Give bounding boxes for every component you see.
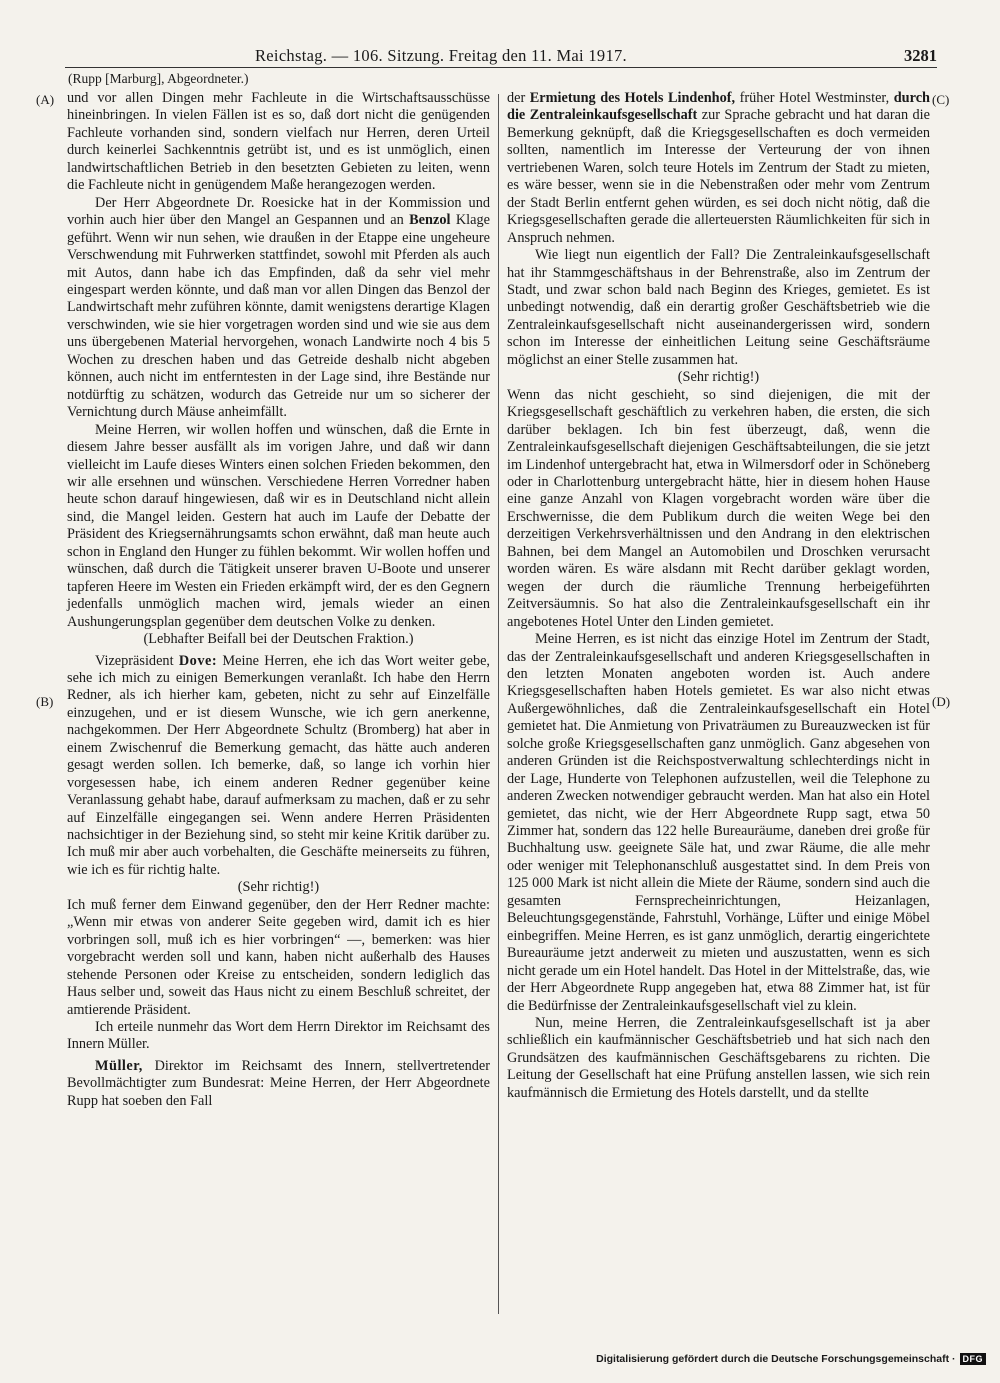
paragraph: [507, 90, 930, 247]
paragraph: Wie liegt nun eigentlich der Fall? Die Zentraleinkaufsgesellschaft hat ihr Stammgeschäftshaus in der Behrenstraße, also im Zentrum der Stadt, und zwar schon bald nach Beginn des Krieges, gemietet. Es ist unbedingt notwendig, daß ein derartig großer Geschäftsbetrieb wie die Zentraleinkaufsgesellschaft nicht auseinandergerissen wird, sondern schon im Interesse der einheitlichen Leitung seine Geschäftsräume möglichst an einer Stelle zusammen hat.: [507, 247, 930, 368]
paragraph: [67, 1058, 490, 1110]
interjection: (Sehr richtig!): [677, 369, 760, 386]
dfg-logo: DFG: [960, 1353, 987, 1365]
column-divider: [498, 94, 499, 1314]
page-title: Reichstag. — 106. Sitzung. Freitag den 11. Mai 1917.: [255, 46, 627, 65]
speaker-name: Müller,: [95, 1057, 143, 1074]
left-column: [67, 90, 490, 1110]
paragraph: Wenn das nicht geschieht, so sind diejenigen, die mit der Kriegsgesellschaft geschäftlich zu verkehren haben, die ersten, die sich darüber beklagen. Ich bin fest überzeugt, daß, wenn die Zentraleinkaufsgesellschaft diejenigen Geschäftsabteilungen, die sie jetzt im Lindenhof untergebracht hat, etwa in Wilmersdorf oder in Schöneberg oder in Charlottenburg untergebracht hätte, hier in diesem hohen Hause eine ganze Anzahl von Klagen vorgebracht worden wäre über die Erschwernisse, die dem Publikum durch die weiten Wege bei den derzeitigen Verkehrsverhältnissen und den Andrang in den elektrischen Bahnen, bei dem Mangel an Automobilen und Droschken verursacht worden wären. Es wäre alsdann mit Recht darüber geklagt worden, wegen der durch die räumliche Trennung herbeigeführten Zeitversäumnis. So hat also die Zentraleinkaufsgesellschaft ein ihr angebotenes Hotel Unter den Linden gemietet.: [507, 386, 930, 630]
header-rule: [65, 67, 937, 68]
margin-mark-a: (A): [36, 92, 55, 107]
text-run: Klage geführt. Wenn wir nun sehen, wie draußen in der Etappe eine ungeheure Verschwendung mit Fuhrwerken stattfindet, sowohl mit Pferden als auch mit Autos, dann habe ich das Empfinden, daß da sehr viel mehr eingespart werden könnte, und daß man vor allen Dingen das Benzol der Landwirtschaft mehr zuführen könnte, damit wenigstens derartige Klagen verschwinden, wie sie hier vorgetragen worden sind und wie sie aus dem uns übergebenen Material hervorgehen, wonach Landwirte noch 4 bis 5 Wochen zu dreschen haben und das Getreide deshalb nicht abgeben können, auch nicht im entferntesten in der Lage sind, ihre Bestände nur notdürftig zu schätzen, wodurch das Getreide nur um so sicherer der Vernichtung durch Mäuse anheimfällt.: [67, 212, 490, 421]
text-run: der: [507, 90, 530, 106]
margin-mark-c: (C): [932, 92, 950, 107]
text-run: Vizepräsident: [95, 652, 179, 669]
margin-mark-b: (B): [36, 694, 54, 709]
paragraph: Meine Herren, wir wollen hoffen und wünschen, daß die Ernte in diesem Jahre besser ausfällt als im vorigen Jahre, und daß wir dann vielleicht im Laufe dieses Winters einen solchen Frieden bekommen, den wir alle ersehnen und wünschen. Verschiedene Herren Vorredner haben heute schon darauf hingewiesen, daß wir es in Deutschland nicht allein sind, die Mangel leiden. Gestern hat auch im Laufe der Debatte der Präsident des Kriegsernährungsamts schon erwähnt, daß man heute auch schon in England den Hunger zu fühlen bekommt. Wir wollen hoffen und wünschen, daß durch die Tätigkeit unserer braven U-Boote und unserer tapferen Heere im Westen ein Frieden erkämpft wird, der es den Gegnern jedenfalls unmöglich machen wird, jemals wieder an einen Aushungerungsplan gegenüber dem deutschen Volke zu denken.: [67, 421, 490, 630]
text-run: Der Herr Abgeordnete Dr. Roesicke hat in der Kommission und vorhin auch hier über den Mangel an Gespannen und an: [67, 194, 490, 229]
text-run: zur Sprache gebracht und hat daran die Bemerkung geknüpft, daß die Kriegsgesellschaften es doch vermeiden sollten, namentlich im Interesse der Verteurung der von ihnen vertriebenen Waren, solch teure Hotels im Zentrum der Stadt zu mieten, es wäre besser, wenn sie in die Nebenstraßen oder mehr vom Zentrum der Stadt Berlin entfernt gehen würden, es sei doch nicht nötig, daß die Kriegsgesellschaften gerade die allerteuersten Räumlichkeiten für sich in Anspruch nehmen.: [507, 107, 930, 246]
footer-credit: [596, 1353, 986, 1365]
applause-note: (Lebhafter Beifall bei der Deutschen Fraktion.): [143, 631, 414, 648]
speaker-name: Dove:: [178, 652, 218, 669]
page-number: 3281: [904, 46, 937, 65]
emphasis-text: Benzol: [409, 212, 451, 229]
footer-text: Digitalisierung gefördert durch die Deutsche Forschungsgemeinschaft ·: [596, 1353, 956, 1365]
margin-mark-d: (D): [932, 694, 951, 709]
paragraph: und vor allen Dingen mehr Fachleute in die Wirtschaftsausschüsse hineinbringen. In vielen Fällen ist es so, daß dort nicht die genügenden Fachleute vorhanden sind, sondern vielfach nur Herren, deren Urteil durch keinerlei Sachkenntnis getrübt ist, und es ist unmöglich, einen landwirtschaftlichen Betrieb in den besetzten Gebieten zu leiten, wenn die Fachleute nicht in genügendem Maße herangezogen werden.: [67, 90, 490, 194]
speaker-note: (Rupp [Marburg], Abgeordneter.): [68, 71, 249, 86]
paragraph: [67, 653, 490, 880]
paragraph: [67, 195, 490, 422]
emphasis-text: durch die Zentraleinkaufsgesellschaft: [507, 90, 930, 124]
text-run: Meine Herren, ehe ich das Wort weiter gebe, sehe ich mich zu einigen Bemerkungen veranlaßt. Ich habe den Herrn Redner, als ich hierher kam, gebeten, nicht zu sehr auf Einzelfälle einzugehen, und er ist diesem Wunsche, wie ich gern anerkenne, nachgekommen. Der Herr Abgeordnete Schultz (Bromberg) hat aber in einem Zwischenruf die Bemerkung gemacht, das hätte auch anderen gesagt werden sollen. Ich bemerke, daß, so lange ich vorhin hier vorgesessen habe, ich einem anderen Redner gegenüber keine Veranlassung gehabt habe, darauf aufmerksam zu machen, daß er zu sehr auf Einzelfälle eingegangen sei. Wenn andere Herren Präsidenten nachsichtiger in der Beziehung sind, so steht mir keine Kritik darüber zu. Ich muß mir aber auch vorbehalten, die Geschäfte meinerseits zu führen, wie ich es für richtig halte.: [67, 652, 491, 878]
emphasis-text: Ermietung des Hotels Lindenhof,: [529, 90, 736, 106]
right-column: [507, 90, 930, 1102]
text-run: früher Hotel Westminster,: [735, 90, 894, 106]
interjection: (Sehr richtig!): [237, 879, 320, 896]
paragraph: Ich muß ferner dem Einwand gegenüber, den der Herr Redner machte: „Wenn mir etwas von anderer Seite gegeben wird, damit ich es hier vorbringen soll, muß ich es hier vorbringen“ —, bemerken: was hier vorgebracht werden soll und kann, haben nicht außerhalb des Hauses stehende Personen oder Kreise zu entscheiden, sondern lediglich das Haus selber und, soweit das Haus nicht zu einem Beschluß schreitet, der amtierende Präsident.: [67, 896, 490, 1018]
page-header: [65, 44, 937, 66]
paragraph: Meine Herren, es ist nicht das einzige Hotel im Zentrum der Stadt, das der Zentraleinkaufsgesellschaft und anderen Kriegsgesellschaften in den letzten Monaten angeboten worden ist. Auch andere Kriegsgesellschaften haben Hotels gemietet. Es war also nicht etwas Außergewöhnliches, daß die Zentraleinkaufsgesellschaft ein Hotel gemietet hat. Die Anmietung von Privaträumen zu Bureauzwecken ist für solche große Kriegsgesellschaften ganz unmöglich. Ganz abgesehen von anderen Gründen ist die Reichspostverwaltung schlechterdings nicht in der Lage, Hunderte von Telephonen aufzustellen, weil die Telephone zu anderen Zwecken notwendiger gebraucht werden. Man hat also ein Hotel gemietet, das nicht, wie der Herr Abgeordnete Rupp sagt, etwa 50 Zimmer hat, sondern das 122 helle Bureauräume, daneben drei große für Buchhaltung usw. geeignete Säle hat, und zwar Räume, die alle mehr oder weniger mit Telephonanschluß ausgestattet sind. In dem Preis von 125 000 Mark ist nicht allein die Miete der Räume, sondern sind auch die gesamten Fernsprecheinrichtungen, Heizanlagen, Beleuchtungsgegenstände, Fahrstuhl, Vorhänge, Lüfter und einige Möbel einbegriffen. Meine Herren, es ist ganz unmöglich, derartig eingerichtete Bureauräume jetzt anderweit zu mieten und auszustatten, wenn es sich nicht gerade um ein Hotel handelt. Das Hotel in der Mittelstraße, das, wie der Herr Abgeordnete Rupp angegeben hat, etwa 88 Zimmer hat, ist für die Bedürfnisse der Zentraleinkaufsgesellschaft viel zu klein.: [507, 631, 930, 1014]
paragraph: Ich erteile nunmehr das Wort dem Herrn Direktor im Reichsamt des Innern Müller.: [67, 1019, 490, 1053]
paragraph: Nun, meine Herren, die Zentraleinkaufsgesellschaft ist ja aber schließlich ein kaufmännischer Geschäftsbetrieb und hat sich nach den Grundsätzen des kaufmännischen Geschäftsgebarens zu richten. Die Leitung der Gesellschaft hat eine Prüfung anstellen lassen, wie sich rein kaufmännisch die Ermietung des Hotels darstellt, und da stellte: [507, 1015, 930, 1101]
text-run: Direktor im Reichsamt des Innern, stellvertretender Bevollmächtigter zum Bundesrat: Meine Herren, der Herr Abgeordnete Rupp hat soeben den Fall: [67, 1057, 490, 1109]
